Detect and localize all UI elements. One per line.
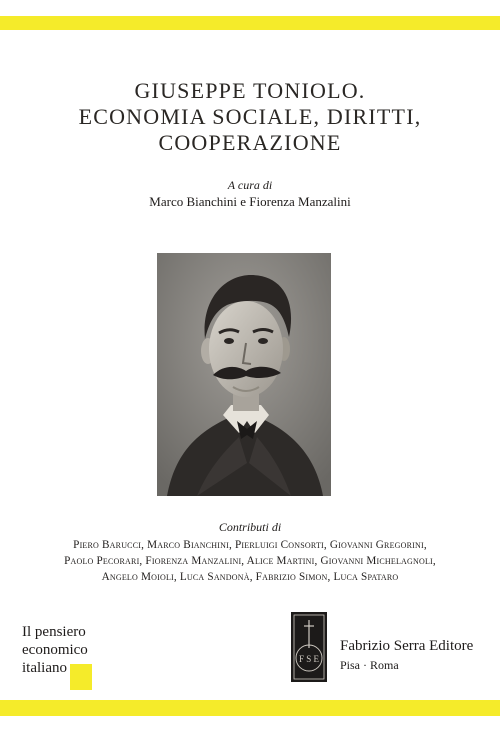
title-line-1: GIUSEPPE TONIOLO. — [134, 78, 366, 103]
book-title — [0, 78, 500, 156]
publisher-name: Fabrizio Serra Editore — [340, 638, 474, 654]
publisher-logo — [291, 612, 327, 682]
series-line-3: italiano — [22, 660, 67, 676]
publisher-places: Pisa · Roma — [340, 658, 399, 672]
bottom-yellow-band — [0, 700, 500, 716]
portrait-photo — [157, 253, 331, 496]
contributors-line-2: Paolo Pecorari, Fiorenza Manzalini, Alice Martini, Giovanni Michelagnoli, — [64, 555, 436, 567]
contributors-label: Contributi di — [218, 520, 282, 534]
contributors-line-3: Angelo Moioli, Luca Sandonà, Fabrizio Simon, Luca Spataro — [101, 571, 399, 583]
contributors-list — [0, 537, 500, 585]
title-line-2: ECONOMIA SOCIALE, DIRITTI, — [78, 104, 422, 129]
editors-label: A cura di — [227, 178, 273, 192]
top-yellow-band — [0, 16, 500, 30]
publisher-emblem-icon — [291, 612, 327, 682]
contributors-line-1: Piero Barucci, Marco Bianchini, Pierluigi Consorti, Giovanni Gregorini, — [73, 539, 427, 551]
series-line-1: Il pensiero — [22, 624, 86, 640]
series-yellow-mark — [70, 664, 92, 690]
title-line-3: COOPERAZIONE — [158, 130, 342, 155]
editors-names: Marco Bianchini e Fiorenza Manzalini — [149, 194, 351, 209]
series-line-2: economico — [22, 642, 88, 658]
logo-letters: F S E — [298, 654, 320, 664]
portrait-illustration — [157, 253, 331, 496]
